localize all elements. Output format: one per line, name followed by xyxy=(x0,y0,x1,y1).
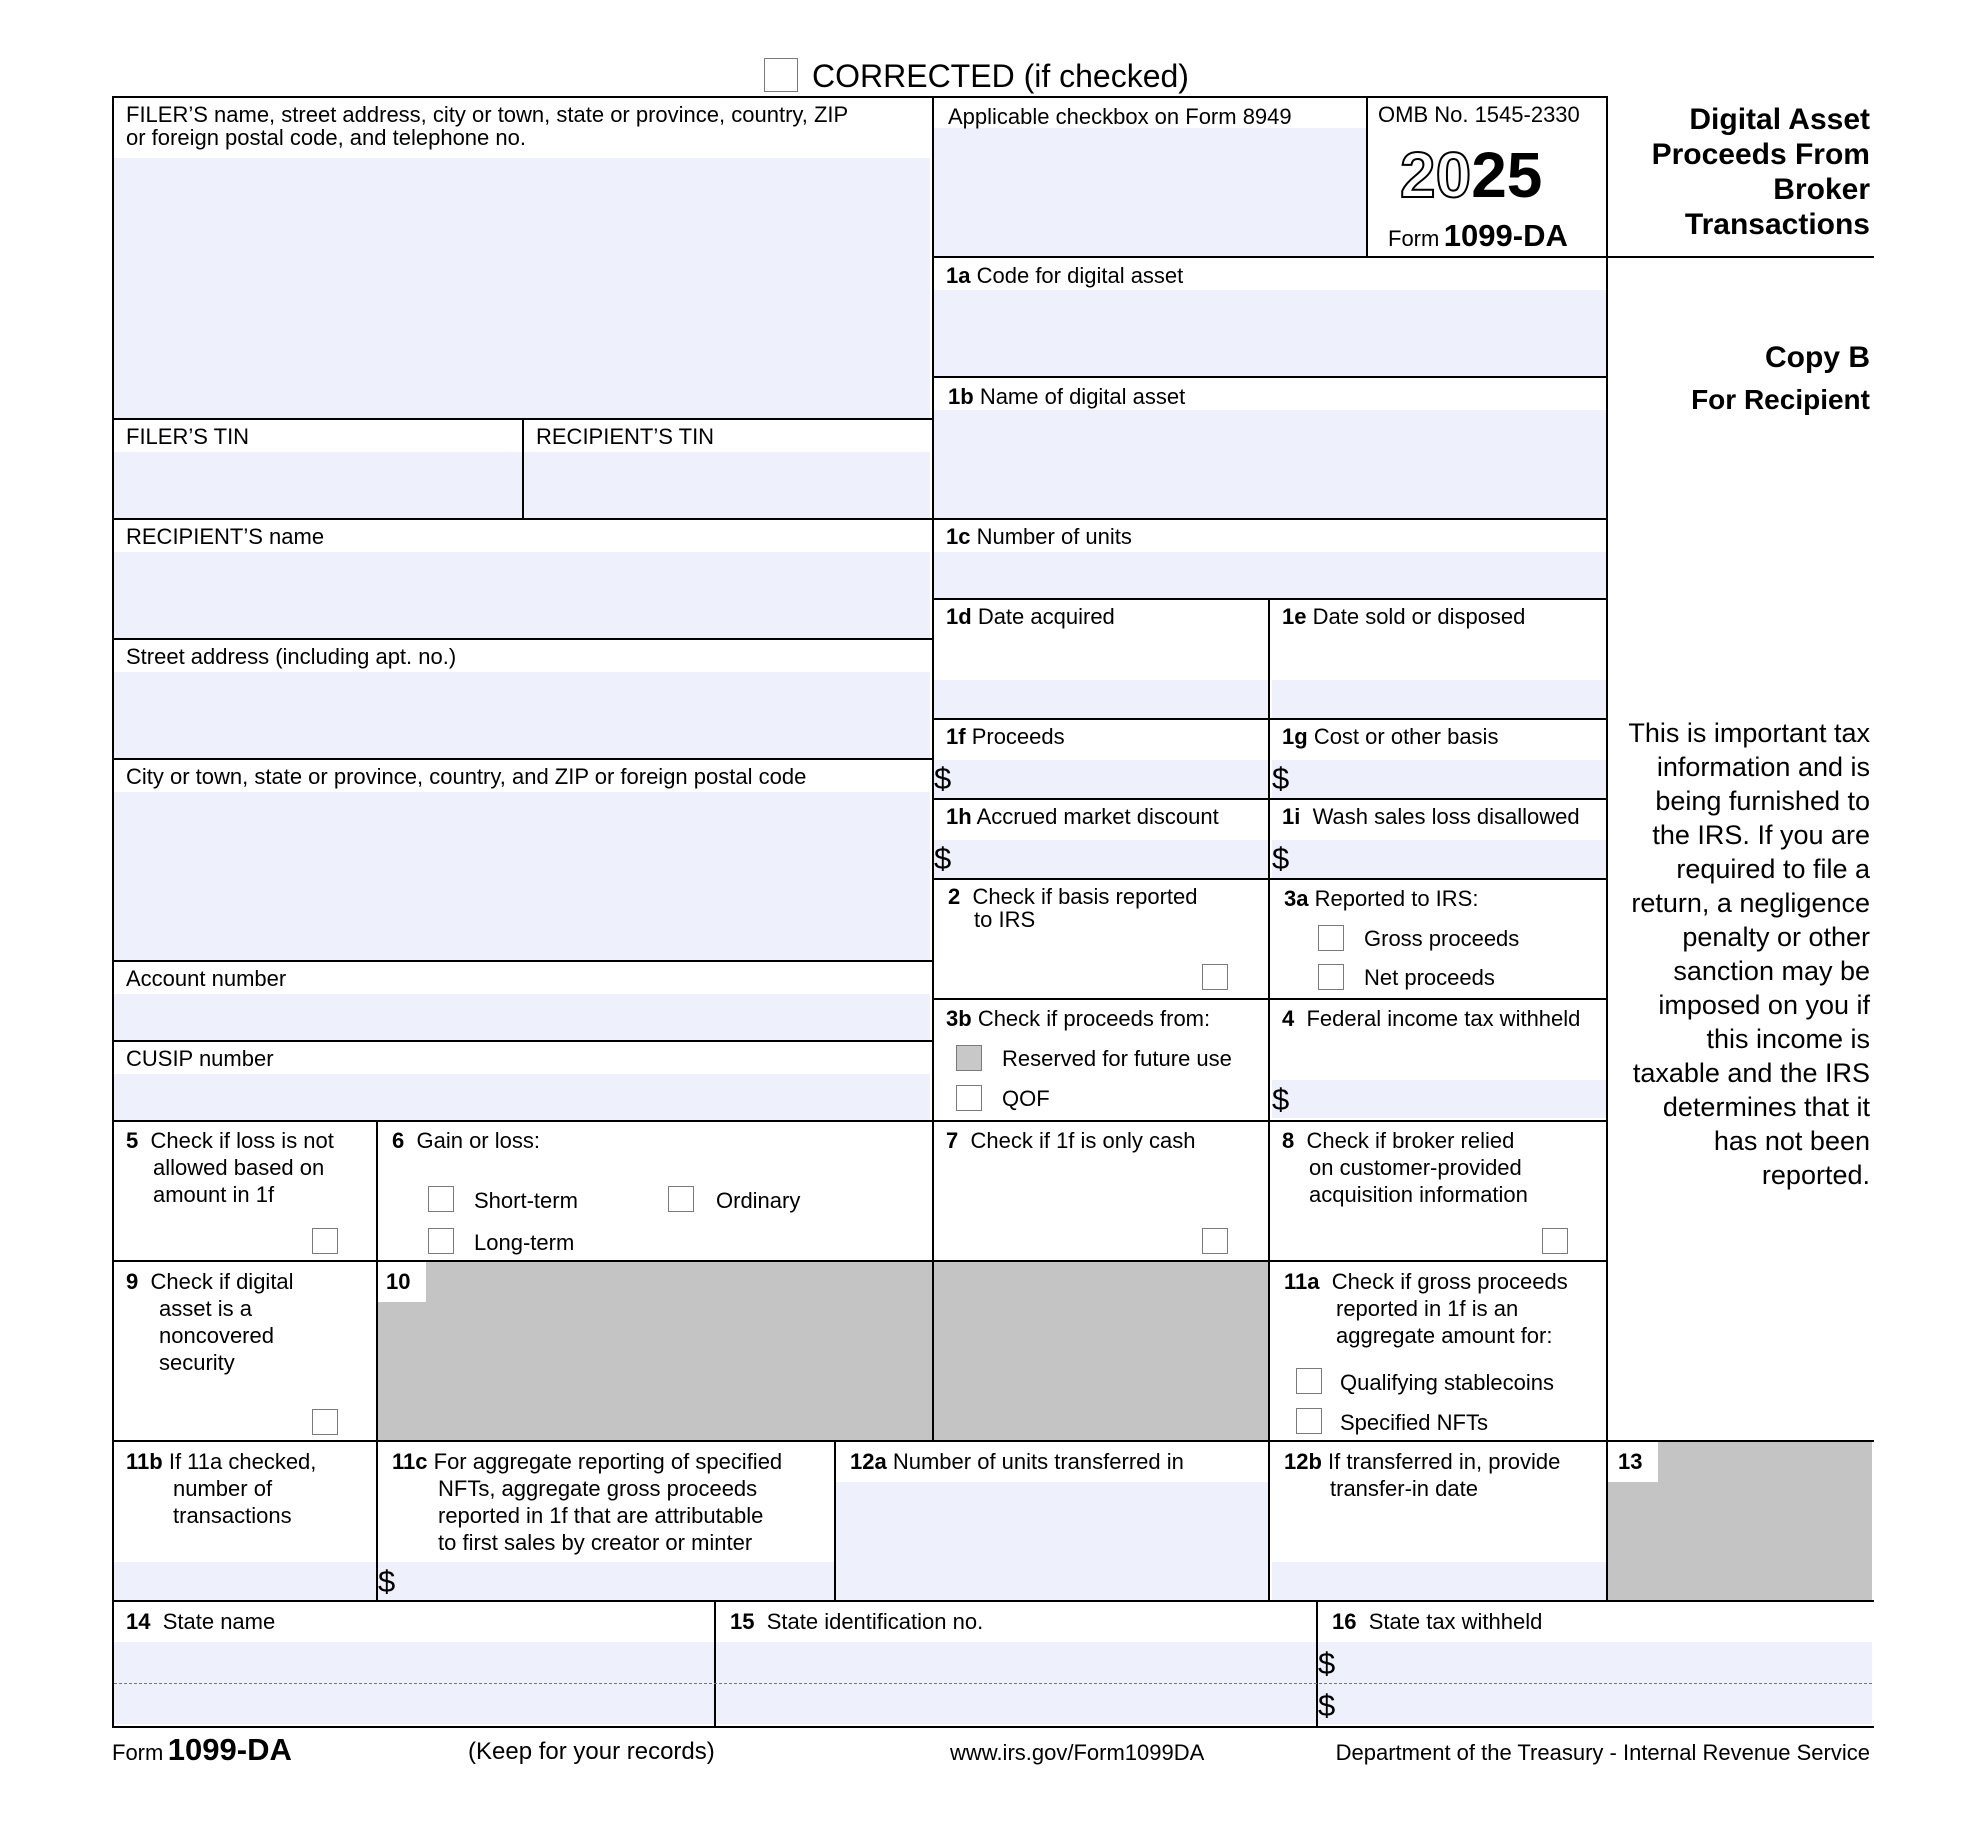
box-7-checkbox[interactable] xyxy=(1202,1228,1228,1254)
box-1h-label: 1h Accrued market discount xyxy=(946,804,1219,829)
box-15-label: 15 State identification no. xyxy=(730,1609,984,1634)
short-term-checkbox[interactable] xyxy=(428,1186,454,1212)
form-8949-checkbox-label: Applicable checkbox on Form 8949 xyxy=(948,104,1292,129)
footer-department: Department of the Treasury - Internal Revenue Service xyxy=(1335,1740,1870,1765)
box-11c-field[interactable] xyxy=(378,1562,834,1600)
box-1g-label: 1g Cost or other basis xyxy=(1282,724,1499,749)
long-term-label: Long-term xyxy=(474,1230,575,1255)
ordinary-checkbox[interactable] xyxy=(668,1186,694,1212)
irs-notice: This is important tax information and is being furnished to the IRS. If you are required to file a return, a negligence penalty or other sanction may be imposed on you if this income is taxable and the IRS determines that it has not been reported. xyxy=(1628,718,1870,1190)
footer-keep-note: (Keep for your records) xyxy=(468,1738,715,1765)
cusip-field[interactable] xyxy=(114,1074,930,1120)
box-10-label: 10 xyxy=(386,1269,411,1294)
box-12a-field[interactable] xyxy=(836,1482,1268,1600)
box-1d-label: 1d Date acquired xyxy=(946,604,1115,629)
nfts-label: Specified NFTs xyxy=(1340,1410,1488,1435)
stablecoins-label: Qualifying stablecoins xyxy=(1340,1370,1555,1395)
box-11c-label: 11c For aggregate reporting of specified NFTs, aggregate gross proceeds reported in 1f that are attributable to first sales by creator or minter xyxy=(392,1449,783,1555)
filer-info-field[interactable] xyxy=(114,158,930,418)
recipient-name-field[interactable] xyxy=(114,552,930,638)
cusip-label: CUSIP number xyxy=(126,1046,274,1071)
box-4-label: 4 Federal income tax withheld xyxy=(1282,1006,1581,1031)
box-3a-label: 3a Reported to IRS: xyxy=(1284,886,1479,911)
box-10-shaded xyxy=(378,1262,1270,1440)
gross-proceeds-checkbox[interactable] xyxy=(1318,925,1344,951)
box-1i-label: 1i Wash sales loss disallowed xyxy=(1282,804,1580,829)
street-address-field[interactable] xyxy=(114,672,930,758)
account-number-label: Account number xyxy=(126,966,287,991)
box-9-label: 9 Check if digital asset is a noncovered security xyxy=(126,1269,294,1375)
omb-number: OMB No. 1545-2330 xyxy=(1378,102,1580,127)
dollar-sign: $ xyxy=(1318,1646,1336,1681)
box-14-label: 14 State name xyxy=(126,1609,276,1634)
box-4-field[interactable] xyxy=(1272,1080,1606,1118)
dollar-sign: $ xyxy=(1272,1082,1290,1117)
box-12b-label: 12b If transferred in, provide transfer-in date xyxy=(1284,1449,1561,1501)
ordinary-label: Ordinary xyxy=(716,1188,801,1213)
recipient-tin-label: RECIPIENT’S TIN xyxy=(536,424,715,449)
long-term-checkbox[interactable] xyxy=(428,1228,454,1254)
copy-for-label: For Recipient xyxy=(1691,384,1870,415)
box-3b-label: 3b Check if proceeds from: xyxy=(946,1006,1211,1031)
dollar-sign: $ xyxy=(1272,841,1290,876)
box-1c-label: 1c Number of units xyxy=(946,524,1132,549)
account-number-field[interactable] xyxy=(114,994,930,1040)
corrected-checkbox[interactable] xyxy=(764,58,798,92)
net-proceeds-label: Net proceeds xyxy=(1364,965,1495,990)
box-13-label: 13 xyxy=(1618,1449,1643,1474)
recipient-name-label: RECIPIENT’S name xyxy=(126,524,325,549)
box-1a-field[interactable] xyxy=(934,290,1606,376)
qof-label: QOF xyxy=(1002,1086,1050,1111)
form-title: Digital Asset Proceeds From Broker Transactions xyxy=(1651,103,1870,241)
short-term-label: Short-term xyxy=(474,1188,578,1213)
copy-label: Copy B xyxy=(1765,341,1870,374)
box-1b-label: 1b Name of digital asset xyxy=(948,384,1186,409)
box-12b-field[interactable] xyxy=(1272,1562,1606,1600)
box-1b-field[interactable] xyxy=(934,410,1606,518)
street-address-label: Street address (including apt. no.) xyxy=(126,644,457,669)
box-1e-label: 1e Date sold or disposed xyxy=(1282,604,1526,629)
box-8-label: 8 Check if broker relied on customer-provided acquisition information xyxy=(1282,1128,1528,1207)
dollar-sign: $ xyxy=(1272,761,1290,796)
filer-tin-label: FILER’S TIN xyxy=(126,424,250,449)
reserved-checkbox xyxy=(956,1045,982,1071)
box-1a-label: 1a Code for digital asset xyxy=(946,263,1184,288)
dollar-sign: $ xyxy=(1318,1688,1336,1723)
recipient-tin-field[interactable] xyxy=(524,452,930,518)
box-11b-field[interactable] xyxy=(114,1562,376,1600)
dollar-sign: $ xyxy=(934,841,952,876)
form-8949-checkbox-field[interactable] xyxy=(934,128,1366,256)
box-1f-label: 1f Proceeds xyxy=(946,724,1065,749)
box-7-label: 7 Check if 1f is only cash xyxy=(946,1128,1196,1153)
reserved-label: Reserved for future use xyxy=(1002,1046,1232,1071)
box-1c-field[interactable] xyxy=(934,552,1606,598)
box-1e-field[interactable] xyxy=(1272,680,1606,718)
box-11a-label: 11a Check if gross proceeds reported in 1f is an aggregate amount for: xyxy=(1284,1269,1568,1348)
box-1i-field[interactable] xyxy=(1272,840,1606,878)
box-11b-label: 11b If 11a checked, number of transactions xyxy=(126,1449,317,1528)
gross-proceeds-label: Gross proceeds xyxy=(1364,926,1520,951)
city-label: City or town, state or province, country, and ZIP or foreign postal code xyxy=(126,764,807,789)
footer-url[interactable]: www.irs.gov/Form1099DA xyxy=(950,1740,1205,1765)
box-16-label: 16 State tax withheld xyxy=(1332,1609,1543,1634)
box-2-checkbox[interactable] xyxy=(1202,964,1228,990)
footer-form-id: Form 1099-DA xyxy=(112,1732,292,1767)
box-1h-field[interactable] xyxy=(934,840,1270,878)
form-id-header: Form 1099-DA xyxy=(1388,218,1568,253)
filer-info-label: FILER’S name, street address, city or town, state or province, country, ZIP or foreign postal code, and telephone no. xyxy=(126,102,849,150)
tax-year: 2025 xyxy=(1400,139,1543,211)
dollar-sign: $ xyxy=(934,761,952,796)
box-1d-field[interactable] xyxy=(934,680,1270,718)
nfts-checkbox[interactable] xyxy=(1296,1408,1322,1434)
corrected-label: CORRECTED (if checked) xyxy=(812,58,1189,94)
dollar-sign: $ xyxy=(378,1564,396,1599)
box-8-checkbox[interactable] xyxy=(1542,1228,1568,1254)
filer-tin-field[interactable] xyxy=(114,452,522,518)
net-proceeds-checkbox[interactable] xyxy=(1318,964,1344,990)
city-field[interactable] xyxy=(114,792,930,960)
box-1f-field[interactable] xyxy=(934,760,1270,798)
box-12a-label: 12a Number of units transferred in xyxy=(850,1449,1184,1474)
box-9-checkbox[interactable] xyxy=(312,1409,338,1435)
qof-checkbox[interactable] xyxy=(956,1085,982,1111)
stablecoins-checkbox[interactable] xyxy=(1296,1368,1322,1394)
box-2-label: 2 Check if basis reported to IRS xyxy=(948,884,1198,932)
box-5-label: 5 Check if loss is not allowed based on amount in 1f xyxy=(126,1128,334,1207)
box-5-checkbox[interactable] xyxy=(312,1228,338,1254)
box-6-label: 6 Gain or loss: xyxy=(392,1128,540,1153)
box-1g-field[interactable] xyxy=(1272,760,1606,798)
